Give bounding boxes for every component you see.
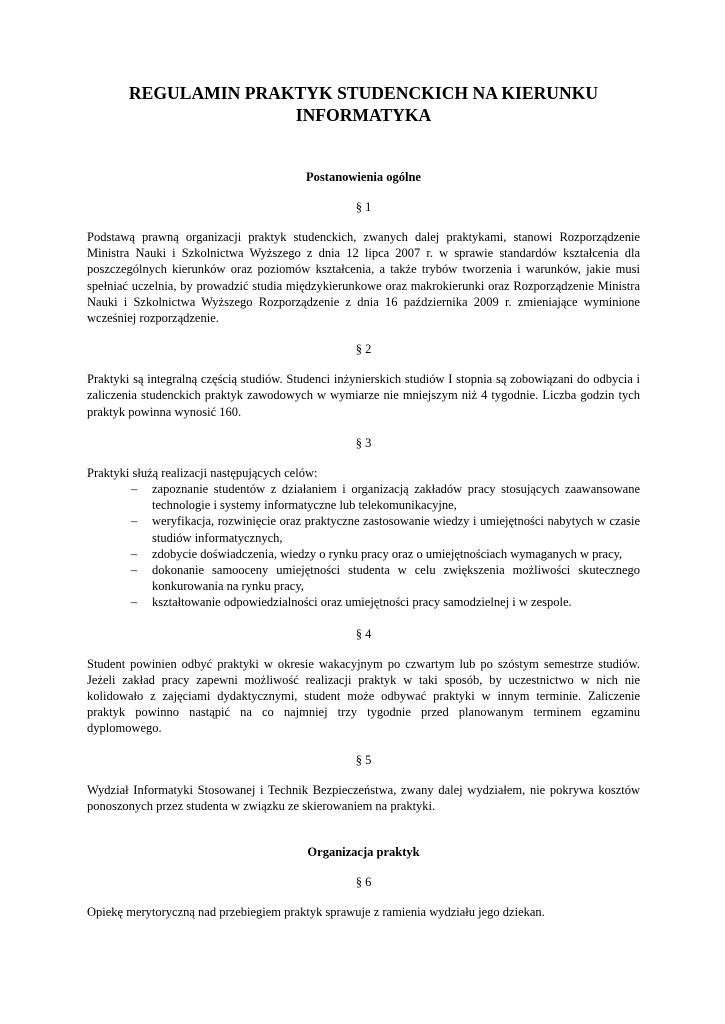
list-item-text: weryfikacja, rozwinięcie oraz praktyczne zastosowanie wiedzy i umiejętności nabytych w czasie studiów informatycznych, xyxy=(152,514,640,545)
list-item xyxy=(87,481,640,513)
list-bullet: – xyxy=(131,482,138,497)
list-item-text: zapoznanie studentów z działaniem i organizacją zakładów pracy stosujących zaawansowane technologie i systemy informatyczne lub telekomunikacyjne, xyxy=(152,482,640,513)
paragraph-sign-6: § 6 xyxy=(355,875,372,890)
paragraph-sign-3: § 3 xyxy=(355,435,372,450)
list-bullet: – xyxy=(131,595,138,610)
document-title xyxy=(87,82,640,126)
paragraph-5-text: Wydział Informatyki Stosowanej i Technik Bezpieczeństwa, zwany dalej wydziałem, nie pokrywa kosztów ponoszonych przez studenta w związku ze skierowaniem na praktyki. xyxy=(87,782,640,813)
list-item xyxy=(87,546,640,562)
list-item-text: kształtowanie odpowiedzialności oraz umiejętności pracy samodzielnej i w zespole. xyxy=(152,595,572,610)
section-heading-general: Postanowienia ogólne xyxy=(306,170,421,184)
list-item-text: zdobycie doświadczenia, wiedzy o rynku pracy oraz o umiejętnościach wymaganych w pracy, xyxy=(152,546,623,561)
list-bullet: – xyxy=(131,546,138,561)
title-line-2: INFORMATYKA xyxy=(295,105,432,125)
list-bullet: – xyxy=(131,514,138,529)
paragraph-1-text: Podstawą prawną organizacji praktyk studenckich, zwanych dalej praktykami, stanowi Rozporządzenie Ministra Nauki i Szkolnictwa Wyższego z dnia 12 lipca 2007 r. w sprawie standardów kształcenia dla poszczególnych kierunków oraz poziomów kształcenia, a także trybów tworzenia i warunków, jakie musi spełniać uczelnia, by prowadzić studia międzykierunkowe oraz makrokierunki oraz Rozporządzenie Ministra Nauki i Szkolnictwa Wyższego Rozporządzenie z dnia 16 października 2009 r. zmieniające wyminione wcześniej rozporządzenie. xyxy=(87,230,640,326)
paragraph-sign-1: § 1 xyxy=(355,200,372,214)
document-page xyxy=(87,82,640,920)
paragraph-2-text: Praktyki są integralną częścią studiów. Studenci inżynierskich studiów I stopnia są zobowiązani do odbycia i zaliczenia studenckich praktyk zawodowych w wymiarze nie mniejszym niż 4 tygodnie. Liczba godzin tych praktyk powinna wynosić 160. xyxy=(87,372,640,419)
paragraph-sign-2: § 2 xyxy=(355,342,372,357)
section-heading-organization: Organizacja praktyk xyxy=(307,845,420,860)
list-item xyxy=(87,513,640,545)
list-bullet: – xyxy=(131,563,138,578)
title-line-1: REGULAMIN PRAKTYK STUDENCKICH NA KIERUNKU xyxy=(128,83,599,103)
paragraph-sign-4: § 4 xyxy=(355,626,372,641)
paragraph-4-text: Student powinien odbyć praktyki w okresie wakacyjnym po czwartym lub po szóstym semestrze studiów. Jeżeli zakład pracy zapewni możliwość realizacji praktyk w taki sposób, by uczestnictwo w nich nie kolidowało z zajęciami dydaktycznymi, student może odbywać praktyki w innym terminie. Zaliczenie praktyk powinno nastąpić na co najmniej trzy tygodnie przed planowanym terminem egzaminu dyplomowego. xyxy=(87,656,640,736)
list-item xyxy=(87,562,640,594)
paragraph-sign-5: § 5 xyxy=(355,752,372,767)
paragraph-6-text: Opiekę merytoryczną nad przebiegiem praktyk sprawuje z ramienia wydziału jego dziekan. xyxy=(87,905,545,920)
goals-list xyxy=(87,481,640,611)
list-item xyxy=(87,594,640,610)
paragraph-3-text: Praktyki służą realizacji następujących celów: xyxy=(87,465,318,480)
list-item-text: dokonanie samooceny umiejętności studenta w celu zwiększenia możliwości skutecznego konkurowania na rynku pracy, xyxy=(152,563,640,594)
